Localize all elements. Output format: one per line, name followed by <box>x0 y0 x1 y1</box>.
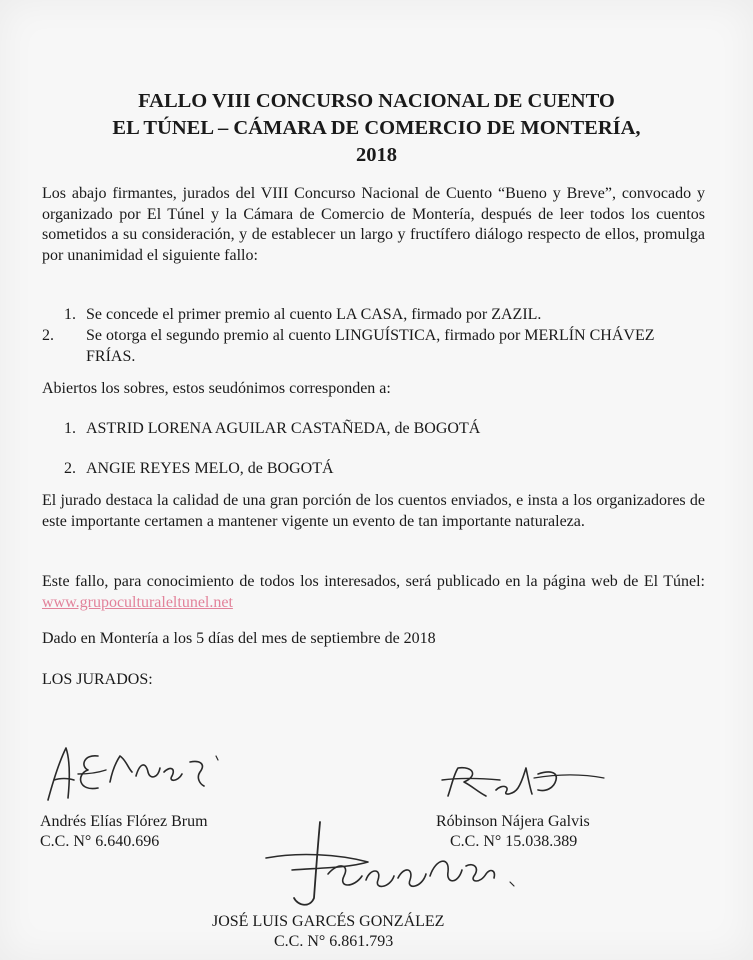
winner-text: ASTRID LORENA AGUILAR CASTAÑEDA, de BOGOTÁ <box>86 420 481 437</box>
jurors-heading: LOS JURADOS: <box>42 671 153 688</box>
winner-text: ANGIE REYES MELO, de BOGOTÁ <box>86 460 334 477</box>
winner-number: 2. <box>64 460 76 477</box>
publication-text: Este fallo, para conocimiento de todos los interesados, será publicado en la página web de El Túnel: <box>42 573 705 590</box>
signature-andres-flores <box>40 738 230 810</box>
date-line: Dado en Montería a los 5 días del mes de septiembre de 2018 <box>42 630 436 647</box>
prize-item-1 <box>64 305 704 326</box>
title-line-2: EL TÚNEL – CÁMARA DE COMERCIO DE MONTERÍA, <box>112 117 641 139</box>
handwritten-signature-icon <box>258 818 528 914</box>
jury-paragraph: El jurado destaca la calidad de una gran porción de los cuentos enviados, e insta a los organizadores de este importante certamen a mantener vigente un evento de tan importante naturaleza. <box>42 492 705 530</box>
envelopes-intro: Abiertos los sobres, estos seudónimos corresponden a: <box>42 380 391 397</box>
signatory-2-id: C.C. N° 15.038.389 <box>450 833 578 850</box>
document-title <box>0 88 753 169</box>
website-link[interactable]: www.grupoculturaleltunel.net <box>42 593 233 611</box>
title-line-3: 2018 <box>356 144 397 166</box>
publication-paragraph <box>42 572 705 613</box>
prize-item-2 <box>42 326 706 367</box>
signatory-3-name: JOSÉ LUIS GARCÉS GONZÁLEZ <box>212 913 445 930</box>
signature-robinson-najera <box>438 760 608 804</box>
signature-jose-luis-garces <box>258 818 528 914</box>
title-line-1: FALLO VIII CONCURSO NACIONAL DE CUENTO <box>138 90 615 112</box>
winner-item-1 <box>64 419 704 440</box>
signatory-1-name: Andrés Elías Flórez Brum <box>40 813 208 830</box>
winner-item-2 <box>64 459 704 480</box>
prize-number: 2. <box>42 327 54 344</box>
prize-text: Se otorga el segundo premio al cuento LINGUÍSTICA, firmado por MERLÍN CHÁVEZ FRÍAS. <box>86 327 655 365</box>
winner-number: 1. <box>64 420 76 437</box>
handwritten-signature-icon <box>40 738 230 810</box>
signatory-3-id: C.C. N° 6.861.793 <box>274 933 394 950</box>
handwritten-signature-icon <box>438 760 608 804</box>
prize-text: Se concede el primer premio al cuento LA CASA, firmado por ZAZIL. <box>86 306 542 323</box>
signatory-1-id: C.C. N° 6.640.696 <box>40 833 160 850</box>
signatory-2-name: Róbinson Nájera Galvis <box>436 813 590 830</box>
intro-paragraph: Los abajo firmantes, jurados del VIII Concurso Nacional de Cuento “Bueno y Breve”, convocado y organizado por El Túnel y la Cámara de Comercio de Montería, después de leer todos los cuentos sometidos a su consideración, y de establecer un largo y fructífero diálogo respecto de ellos, promulga por unanimidad el siguiente fallo: <box>42 185 705 264</box>
prize-number: 1. <box>64 306 76 323</box>
